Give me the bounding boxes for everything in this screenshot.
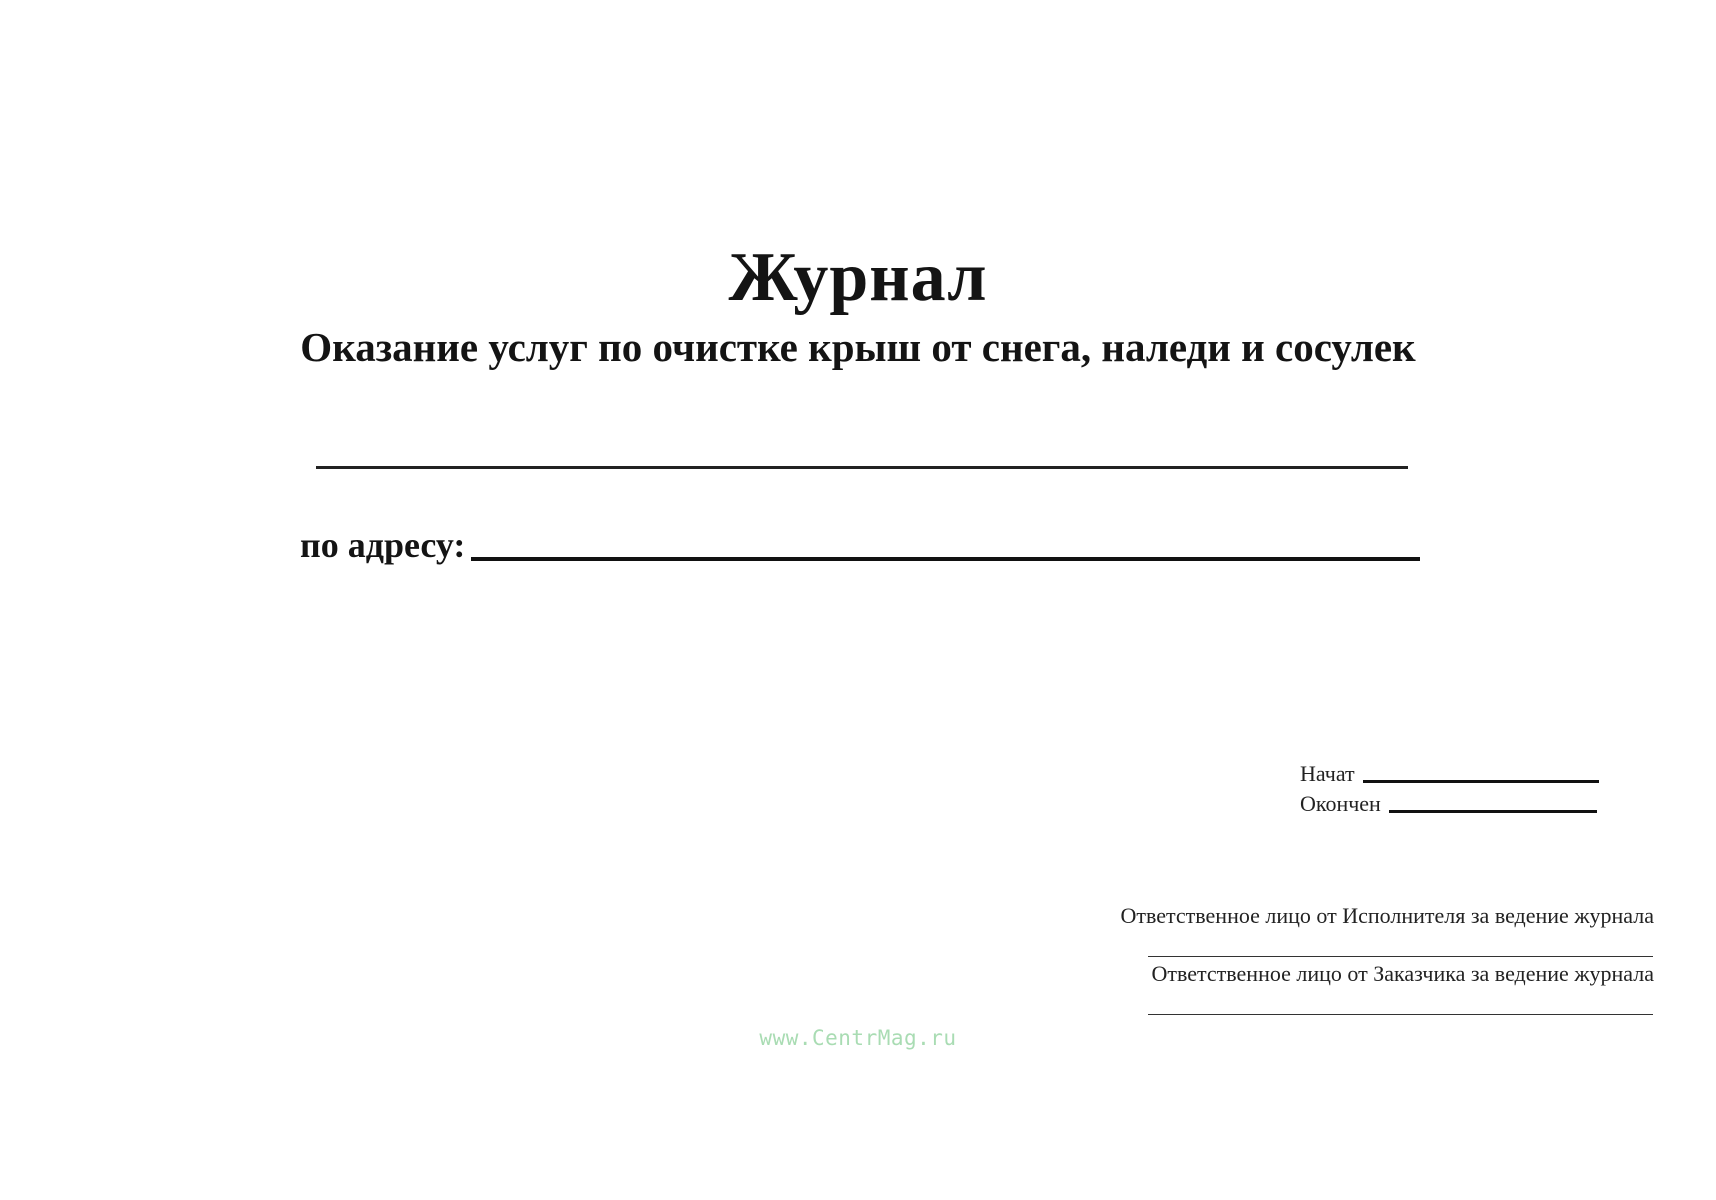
- dates-block: [1300, 757, 1599, 817]
- journal-subtitle: Оказание услуг по очистке крыш от снега, наледи и сосулек: [300, 324, 1416, 370]
- end-date-row: [1300, 787, 1599, 817]
- watermark: www.CentrMag.ru: [759, 1026, 957, 1050]
- organization-blank-line: [316, 466, 1408, 469]
- start-date-blank-line: [1363, 780, 1599, 783]
- customer-signature-line: [1148, 1014, 1653, 1015]
- executor-signature-line: [1148, 956, 1653, 957]
- address-row: [300, 517, 1420, 567]
- address-blank-line: [471, 557, 1420, 561]
- customer-responsible-label: Ответственное лицо от Заказчика за ведение журнала: [1151, 961, 1654, 986]
- end-date-blank-line: [1389, 810, 1597, 813]
- start-date-row: [1300, 757, 1599, 787]
- end-date-label: Окончен: [1300, 791, 1381, 816]
- start-date-label: Начат: [1300, 761, 1355, 786]
- executor-responsible-label: Ответственное лицо от Исполнителя за ведение журнала: [1120, 903, 1654, 928]
- address-label: по адресу:: [300, 525, 466, 565]
- journal-title: Журнал: [728, 239, 988, 316]
